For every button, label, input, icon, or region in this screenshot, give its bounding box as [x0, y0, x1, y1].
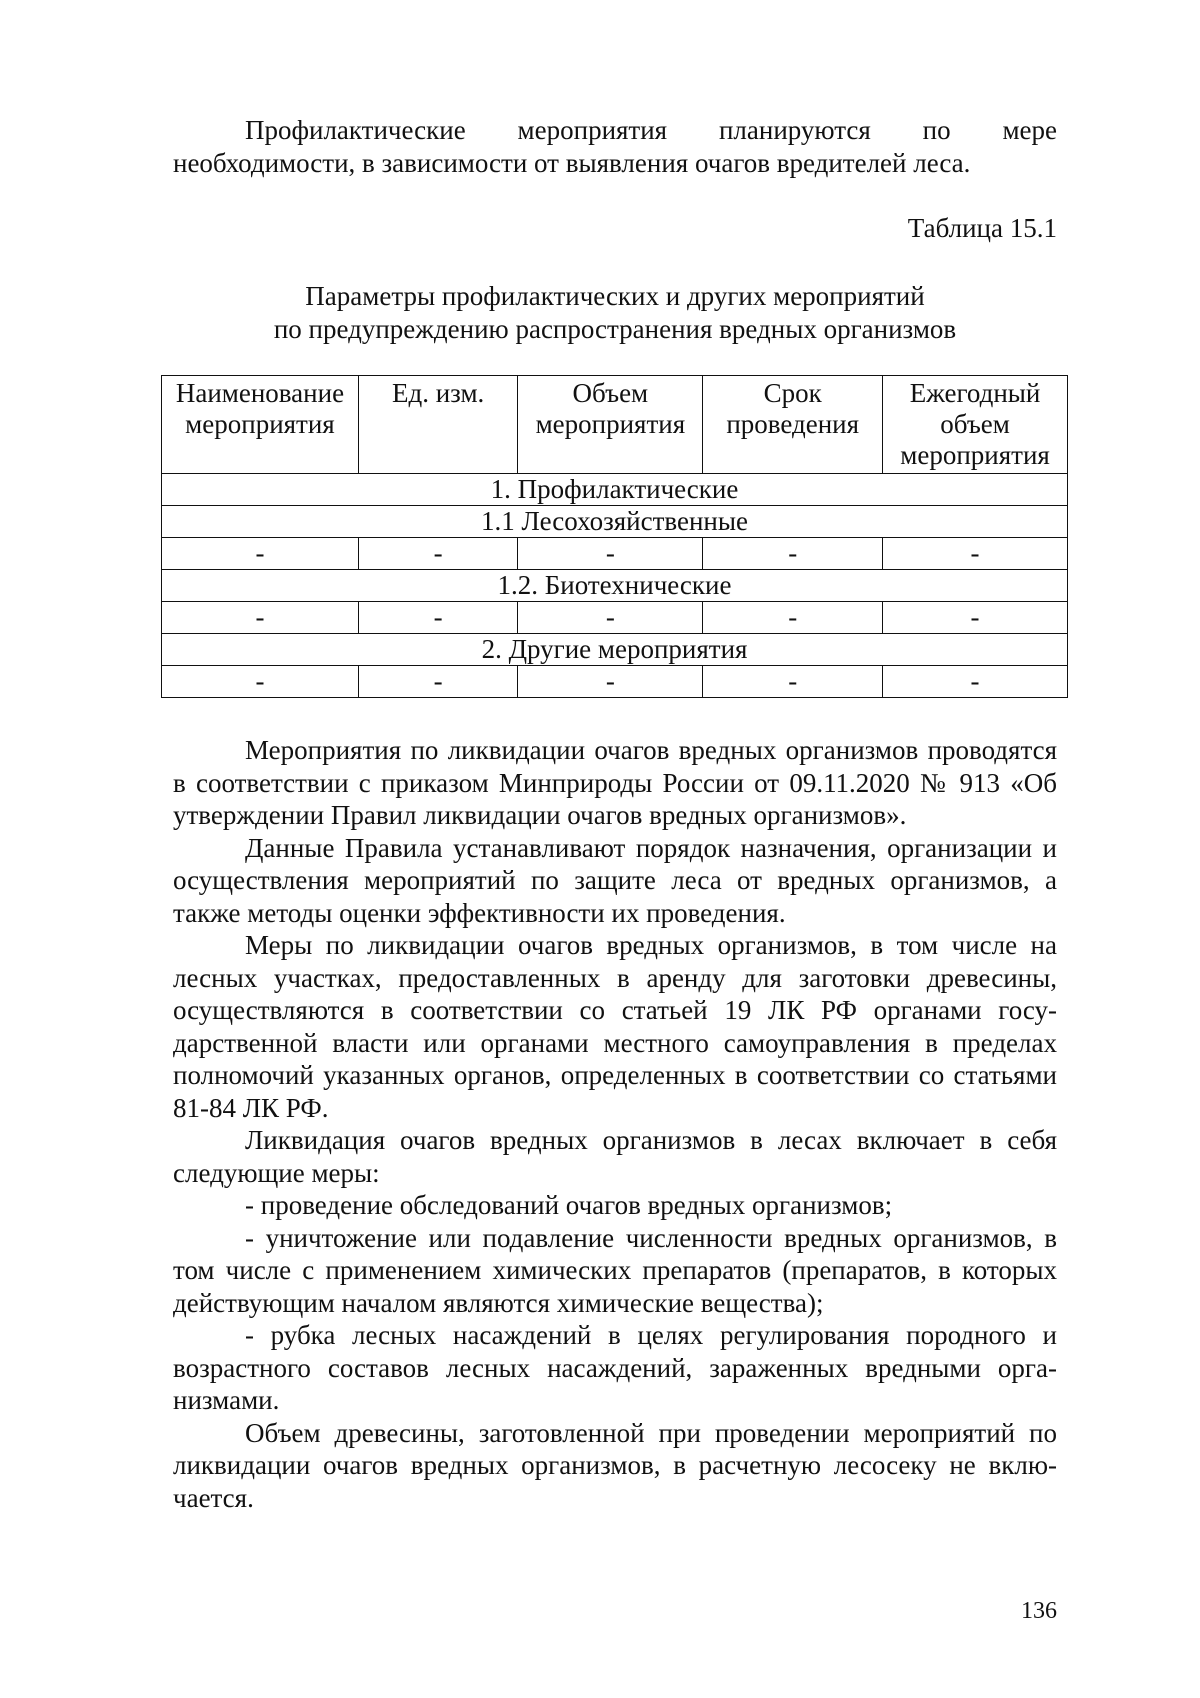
intro-paragraph: [173, 114, 1057, 179]
body-text: [173, 734, 1057, 1514]
table-label: Таблица 15.1: [907, 213, 1057, 243]
table-row: - - - - -: [162, 538, 1068, 570]
list-item-suppression: - уничтожение или подавление численности вредных организмов, в том числе с применением химических препаратов (препаратов, в которых действующим началом являются химические вещества);: [173, 1222, 1057, 1318]
intro-line-1: Профилактические мероприятия планируются по мере: [245, 115, 1057, 145]
paragraph-measures-authority: Меры по ликвидации очагов вредных организмов, в том числе на лесных участках, предоставленных в аренду для заготовки древесины, осуществляются в соответствии со статьей 19 ЛК РФ органами государственной власти или органами местного самоуправления в пределах полномочий указанных органов, определенных в соответствии со статьями 81-84 ЛК РФ.: [173, 930, 1057, 1123]
paragraph-rules: Данные Правила устанавливают порядок назначения, организации и осуществления мероприятий по защите леса от вредных организмов, а также методы оценки эффективности их проведения.: [173, 832, 1057, 928]
list-item-surveys: - проведение обследований очагов вредных организмов;: [245, 1190, 893, 1220]
header-unit: Ед. изм.: [358, 376, 518, 474]
table-section-row: 2. Другие мероприятия: [162, 634, 1068, 666]
measures-table: [161, 375, 1068, 698]
page-number: 136: [1021, 1598, 1057, 1624]
table-section-row: 1. Профилактические: [162, 474, 1068, 506]
header-term: Срок проведения: [703, 376, 883, 474]
intro-line-2: необходимости, в зависимости от выявления очагов вредителей леса.: [173, 147, 971, 178]
paragraph-order-reference: Мероприятия по ликвидации очагов вредных организмов проводятся в соответствии с приказом Минприроды России от 09.11.2020 № 913 «Об утверждении Правил ликвидации очагов вредных организмов».: [173, 735, 1057, 830]
table-section-row: 1.1 Лесохозяйственные: [162, 506, 1068, 538]
header-name: Наименование мероприятия: [162, 376, 359, 474]
header-annual-volume: Ежегодный объем мероприятия: [883, 376, 1068, 474]
paragraph-measures-list-intro: Ликвидация очагов вредных организмов в лесах включает в себя следующие меры:: [173, 1125, 1057, 1188]
paragraph-timber-volume: Объем древесины, заготовленной при проведении мероприятий по ликвидации очагов вредных организмов, в расчетную лесосеку не включается.: [173, 1417, 1057, 1513]
header-volume: Объем мероприятия: [518, 376, 703, 474]
table-section-row: 1.2. Биотехнические: [162, 570, 1068, 602]
table-title-line-2: по предупреждению распространения вредных организмов: [273, 314, 957, 344]
table-row: - - - - -: [162, 666, 1068, 698]
table-title-line-1: Параметры профилактических и других мероприятий: [305, 281, 925, 311]
table-header-row: [162, 376, 1068, 474]
table-title: [173, 280, 1057, 346]
list-item-felling: - рубка лесных насаждений в целях регулирования породного и возрастного составов лесных насаждений, зараженных вредными организмами.: [173, 1320, 1057, 1415]
table-row: - - - - -: [162, 602, 1068, 634]
